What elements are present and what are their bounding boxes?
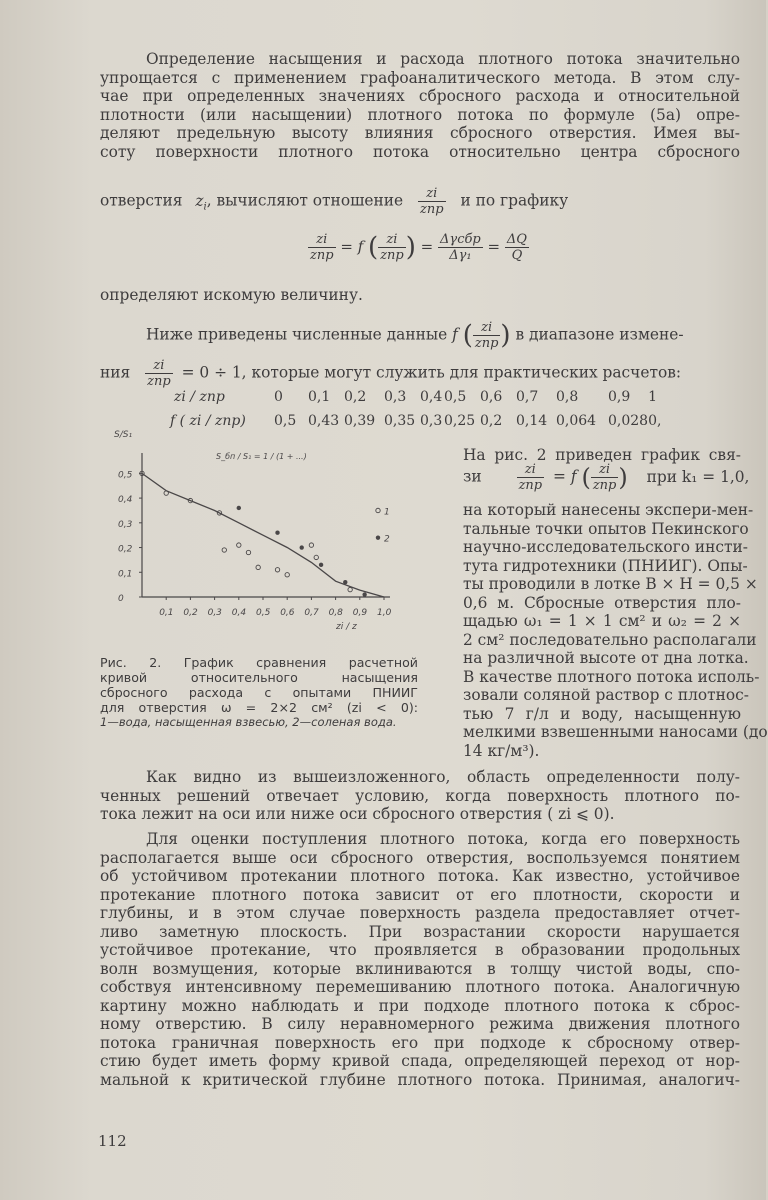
text-line: на который нанесены экспери-мен- <box>463 501 754 519</box>
table-cell: 0,5 <box>274 413 297 429</box>
paragraph-conclusion <box>100 768 740 824</box>
frac-den: zпр <box>310 248 334 263</box>
table-cell: 0, <box>648 413 662 429</box>
frac-num: Δγсбр <box>440 232 481 247</box>
paragraph-stability <box>100 830 740 1089</box>
text-line: мальной к критической глубине плотного потока. Принимая, аналогич- <box>100 1070 740 1089</box>
page-number: 112 <box>98 1132 127 1150</box>
table-cell: 0,4 <box>420 389 443 405</box>
after-formula-text: определяют искомую величину. <box>100 286 363 304</box>
x-tick-label: 1,0 <box>377 608 392 618</box>
text-line: 14 кг/м³). <box>463 741 540 760</box>
right-column-body <box>463 501 768 760</box>
data-point-series-1 <box>256 565 260 569</box>
row-label: f ( zi / zпр) <box>170 413 246 429</box>
frac-den: Q <box>511 248 523 263</box>
data-point-series-1 <box>309 543 313 547</box>
table-cell: 0,028 <box>608 413 649 429</box>
text-line: протекание плотного потока зависит от его плотности, скорости и <box>100 885 740 904</box>
table-cell: 0,14 <box>516 413 548 429</box>
range-pre: ния <box>100 363 131 382</box>
chart-labels-group <box>114 430 392 632</box>
table-cell: 0,43 <box>308 413 340 429</box>
figure-caption <box>100 655 418 730</box>
text-line: В качестве плотного потока исполь- <box>463 667 760 686</box>
text-line: деляют предельную высоту влияния сбросного отверстия. Имея вы- <box>100 124 740 142</box>
range-post: которые могут служить для практических расчетов: <box>251 363 682 382</box>
frac-den: Δγ₁ <box>449 248 472 263</box>
ratio-sub: i <box>203 201 207 213</box>
text-line: зовали соляной раствор с плотнос- <box>463 686 749 704</box>
text-line: Как видно из вышеизложенного, область определенности полу- <box>146 768 740 786</box>
data-point-series-2 <box>300 545 304 549</box>
table-cell: 0 <box>274 389 283 405</box>
fraction-zi-zpr <box>418 186 446 217</box>
fraction-zi-zpr <box>591 462 619 493</box>
text-line: собствуя интенсивному перемешиванию плотного потока. Аналогичную <box>100 978 740 996</box>
frac-num: zi <box>591 462 619 478</box>
table-cell: 0,3 <box>384 389 407 405</box>
data-point-series-1 <box>348 587 352 591</box>
paragraph-intro <box>100 50 740 161</box>
paren-open: ( <box>581 463 591 492</box>
table-cell: 0,1 <box>308 389 331 405</box>
frac-den: zпр <box>147 374 171 389</box>
below-line <box>146 320 684 351</box>
y-tick-label: 0,4 <box>118 495 133 506</box>
formula-frac-2 <box>378 232 406 263</box>
caption-legend: 1—вода, насыщенная взвесью, 2—соленая вода. <box>100 715 397 729</box>
caption-line: кривой относительного насыщения <box>100 670 418 685</box>
x-axis-label: zi / z <box>336 622 357 632</box>
data-point-series-2 <box>362 592 366 596</box>
text-line: тальные точки опытов Пекинского <box>463 519 749 538</box>
table-cell: 0,7 <box>516 389 539 405</box>
text-line: располагается выше оси сбросного отверстия, воспользуемся понятием <box>100 848 740 867</box>
paren-close: ) <box>618 463 628 492</box>
table-cell: 0,9 <box>608 389 631 405</box>
text-line: Для оценки поступления плотного потока, когда его поверхность <box>146 830 740 848</box>
y-tick-label: 0,5 <box>118 470 133 481</box>
table-cell: 0,5 <box>444 389 467 405</box>
table-cell: 0,35 <box>384 413 416 429</box>
formula-label: S_бп / S₁ = 1 / (1 + ...) <box>216 452 307 461</box>
function-f: f <box>357 237 364 256</box>
ratio-mid: , вычисляют отношение <box>206 191 404 210</box>
frac-num: zi <box>418 186 446 202</box>
frac-num: zi <box>517 462 545 478</box>
table-cell: 0,3 <box>420 413 443 429</box>
frac-num: ΔQ <box>506 232 527 247</box>
caption-line: сбросного расхода с опытами ПНИИГ <box>100 685 418 700</box>
chart-axes <box>139 453 390 600</box>
text-line: научно-исследовательского инсти- <box>463 538 748 556</box>
table-cell: 0,6 <box>480 389 503 405</box>
y-tick-label: 0,2 <box>118 544 133 555</box>
text-line: соту поверхности плотного потока относительно центра сбросного <box>100 142 740 161</box>
text-line: упрощается с применением графоаналитического метода. В этом слу- <box>100 68 740 87</box>
range-values: = 0 ÷ 1, <box>181 363 247 382</box>
relation-post: при k₁ = 1,0, <box>646 467 750 486</box>
chart-curve-group <box>142 473 384 597</box>
table-cell: 1 <box>648 389 658 405</box>
table-row <box>170 385 661 409</box>
text-line: чае при определенных значениях сбросного расхода и относительной <box>100 87 740 105</box>
text-line: ты проводили в лотке B × H = 0,5 × <box>463 575 758 593</box>
ratio-pre: отверстия <box>100 191 183 210</box>
text-line: на различной высоте от дна лотка. <box>463 649 749 667</box>
caption-line: для отверстия ω = 2×2 см² (zi < 0): <box>100 700 418 715</box>
table-cell: 0,2 <box>344 389 367 405</box>
data-point-series-1 <box>237 543 241 547</box>
text-line: об устойчивом протекании плотного потока. Как известно, устойчивое <box>100 867 740 885</box>
function-f: f <box>452 325 458 344</box>
frac-den: zпр <box>420 202 444 217</box>
text-line: ченных решений отвечает условию, когда поверхность плотного по- <box>100 786 740 805</box>
data-point-series-2 <box>319 563 323 567</box>
below-post: в диапазоне измене- <box>515 325 684 344</box>
text-line: тока лежит на оси или ниже оси сбросного отверстия ( zi ⩽ 0). <box>100 805 615 823</box>
x-tick-label: 0,8 <box>328 608 343 618</box>
equals-sign: = <box>487 237 501 256</box>
row-label: zi / zпр <box>174 389 225 405</box>
text-line: мелкими взвешенными наносами (до <box>463 723 768 741</box>
x-tick-label: 0,1 <box>159 608 174 618</box>
values-table <box>170 385 661 433</box>
y-tick-label: 0,1 <box>118 569 133 580</box>
legend-marker-1 <box>376 508 380 512</box>
text-line: стию будет иметь форму кривой спада, определяющей переход от нор- <box>100 1052 740 1070</box>
table-cell: 0,25 <box>444 413 476 429</box>
ratio-var: z <box>195 191 204 210</box>
data-point-series-1 <box>222 548 226 552</box>
text-line: устойчивое протекание, что проявляется в образовании продольных <box>100 941 740 959</box>
fraction-zi-zpr <box>517 462 545 493</box>
text-line: потока граничная поверхность его при подходе к сбросному отвер- <box>100 1033 740 1052</box>
paren-open: ( <box>368 232 379 263</box>
x-tick-label: 0,2 <box>183 608 198 618</box>
text-line: волн возмущения, которые вклиниваются в толщу чистой воды, спо- <box>100 959 740 978</box>
relation-line <box>463 462 750 493</box>
x-tick-label: 0,4 <box>231 608 247 618</box>
table-cell: 0,2 <box>480 413 503 429</box>
legend-label-1: 1 <box>384 507 390 518</box>
comparison-chart <box>108 430 418 652</box>
function-f: f <box>570 467 577 486</box>
text-line: тута гидротехники (ПНИИГ). Опы- <box>463 556 748 575</box>
x-tick-label: 0,3 <box>207 608 222 618</box>
text-line: плотности (или насыщении) плотного потока по формуле (5а) опре- <box>100 105 740 124</box>
text-line: ному отверстию. В силу неравномерного режима движения плотного <box>100 1015 740 1033</box>
table-cell: 0,064 <box>556 413 597 429</box>
data-point-series-1 <box>314 555 318 559</box>
y-tick-label: 0 <box>118 594 124 604</box>
equals-sign: = <box>420 237 434 256</box>
text-line: тью 7 г/л и воду, насыщенную <box>463 704 741 723</box>
legend-marker-2 <box>376 535 380 539</box>
text-line: картину можно наблюдать и при подходе плотного потока к сброс- <box>100 996 740 1015</box>
data-point-series-2 <box>275 531 279 535</box>
chart-points-group <box>140 471 367 597</box>
frac-num: zi <box>378 232 406 248</box>
frac-den: zпр <box>592 478 617 493</box>
table-row <box>170 409 661 433</box>
frac-den: zпр <box>474 336 499 351</box>
data-point-series-1 <box>164 491 168 495</box>
frac-num: zi <box>473 320 501 336</box>
text-line: 2 см² последовательно располагали <box>463 630 757 649</box>
equals-sign: = <box>553 467 566 486</box>
equals-sign: = <box>340 237 353 256</box>
x-tick-label: 0,6 <box>280 608 295 618</box>
text-line: ливо заметную плоскость. При возрастании скорости нарушается <box>100 922 740 941</box>
relation-pre: зи <box>463 467 482 486</box>
y-axis-label: S/S₁ <box>114 430 133 440</box>
text-line: глубины, и в этом случае поверхность раздела предоставляет отчет- <box>100 904 740 922</box>
x-tick-label: 0,7 <box>304 608 319 618</box>
data-point-series-2 <box>237 506 241 510</box>
paren-open: ( <box>462 320 473 351</box>
text-line: Определение насыщения и расхода плотного потока значительно <box>146 50 740 68</box>
frac-den: zпр <box>380 248 404 263</box>
frac-num: zi <box>145 358 173 374</box>
paren-close: ) <box>500 320 511 351</box>
fraction-zi-zpr <box>145 358 173 389</box>
data-point-series-2 <box>343 580 347 584</box>
frac-den: zпр <box>518 478 543 493</box>
ratio-line <box>100 186 568 217</box>
fraction-zi-zpr <box>473 320 501 351</box>
table-cell: 0,8 <box>556 389 579 405</box>
table-cell: 0,39 <box>344 413 376 429</box>
formula <box>308 232 529 263</box>
formula-frac-1 <box>308 232 336 263</box>
caption-line: Рис. 2. График сравнения расчетной <box>100 655 418 670</box>
y-tick-label: 0,3 <box>118 519 133 530</box>
x-tick-label: 0,5 <box>256 608 271 618</box>
x-tick-label: 0,9 <box>352 608 368 618</box>
data-point-series-1 <box>285 573 289 577</box>
text-line: 0,6 м. Сбросные отверстия пло- <box>463 593 741 612</box>
below-pre: Ниже приведены численные данные <box>146 325 448 344</box>
paren-close: ) <box>405 232 416 263</box>
text-line: На рис. 2 приведен график свя- <box>463 446 741 464</box>
text-line: щадью ω₁ = 1 × 1 см² и ω₂ = 2 × <box>463 612 741 630</box>
formula-frac-4 <box>505 232 529 263</box>
formula-frac-3 <box>438 232 483 263</box>
ratio-post: и по графику <box>460 191 569 210</box>
data-point-series-1 <box>275 568 279 572</box>
data-point-series-1 <box>246 550 250 554</box>
calculated-curve <box>142 473 384 597</box>
frac-num: zi <box>308 232 336 248</box>
legend-label-2: 2 <box>384 534 390 545</box>
